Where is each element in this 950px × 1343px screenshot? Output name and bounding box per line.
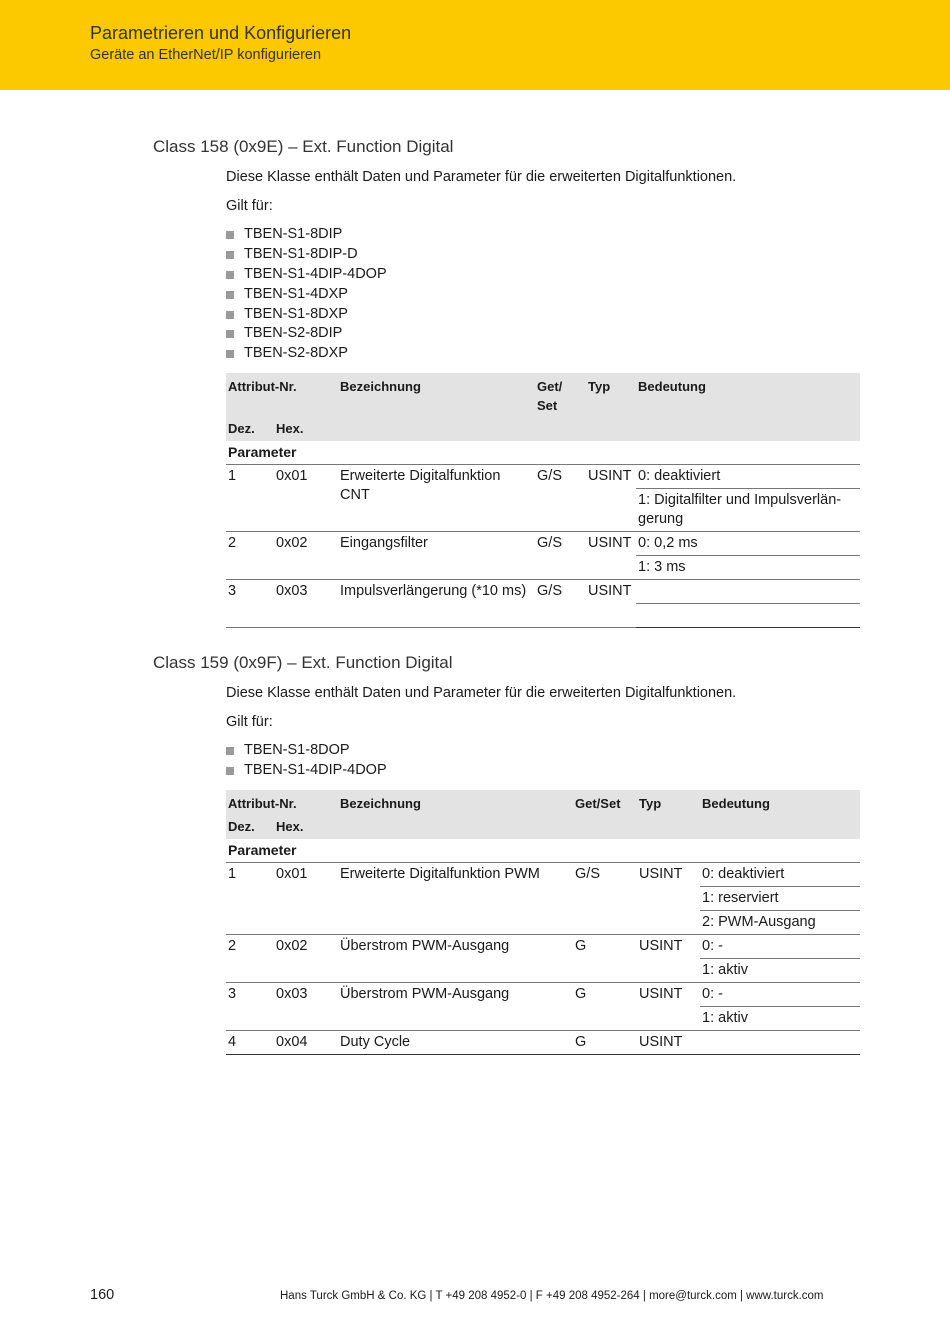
table-row: 1 0x01 Erweiterte Digitalfunktion PWM G/S USINT 0: deaktiviert — [226, 863, 860, 887]
page-number: 160 — [90, 1287, 115, 1303]
table-row: 1 0x01 Erweiterte Digitalfunktion CNT G/S USINT 0: deaktiviert — [226, 465, 860, 489]
col-header-meaning: Bedeutung — [700, 790, 860, 815]
table-row: 4 0x04 Duty Cycle G USINT — [226, 1031, 860, 1055]
col-header-dez: Dez. — [226, 417, 274, 441]
footer-contact: Hans Turck GmbH & Co. KG | T +49 208 4952-0 | F +49 208 4952-264 | more@turck.com | www.turck.com — [280, 1290, 824, 1302]
list-item: TBEN-S1-4DIP-4DOP — [226, 761, 387, 781]
class158-applies-label: Gilt für: — [226, 198, 273, 214]
class159-device-list — [226, 741, 387, 781]
class158-title: Class 158 (0x9E) – Ext. Function Digital — [153, 137, 454, 156]
col-header-type: Typ — [637, 790, 700, 815]
list-item: TBEN-S1-8DIP — [226, 225, 387, 245]
list-item: TBEN-S1-4DIP-4DOP — [226, 265, 387, 285]
col-header-hex: Hex. — [274, 815, 338, 839]
group-label: Parameter — [226, 839, 860, 863]
class158-device-list — [226, 225, 387, 364]
table-row: 1: 3 ms — [226, 556, 860, 580]
table-row: 1: reserviert — [226, 887, 860, 911]
bullet-square-icon — [226, 251, 234, 259]
table-group-row — [226, 839, 860, 863]
col-header-type: Typ — [586, 373, 636, 417]
bullet-square-icon — [226, 291, 234, 299]
col-header-getset: Get/ Set — [535, 373, 586, 417]
col-header-hex: Hex. — [274, 417, 338, 441]
class158-attribute-table — [226, 373, 860, 628]
class159-description: Diese Klasse enthält Daten und Parameter für die erweiterten Digitalfunktionen. — [226, 685, 737, 701]
table-subheader-row — [226, 417, 860, 441]
bullet-square-icon — [226, 350, 234, 358]
class159-applies-label: Gilt für: — [226, 714, 273, 730]
list-item: TBEN-S1-8DOP — [226, 741, 387, 761]
list-item: TBEN-S2-8DIP — [226, 324, 387, 344]
table-row: 3 0x03 Impulsverlängerung (*10 ms) G/S USINT — [226, 580, 860, 604]
class159-attribute-table — [226, 790, 860, 1055]
class159-title: Class 159 (0x9F) – Ext. Function Digital — [153, 653, 453, 672]
col-header-name: Bezeichnung — [338, 790, 573, 815]
class158-description: Diese Klasse enthält Daten und Parameter für die erweiterten Digitalfunktionen. — [226, 169, 737, 185]
bullet-square-icon — [226, 271, 234, 279]
col-header-meaning: Bedeutung — [636, 373, 860, 417]
table-row: 2 0x02 Eingangsfilter G/S USINT 0: 0,2 ms — [226, 532, 860, 556]
page-header — [0, 0, 950, 90]
table-row: 3 0x03 Überstrom PWM-Ausgang G USINT 0: - — [226, 983, 860, 1007]
bullet-square-icon — [226, 330, 234, 338]
col-header-name: Bezeichnung — [338, 373, 535, 417]
bullet-square-icon — [226, 747, 234, 755]
table-row: 1: aktiv — [226, 1007, 860, 1031]
list-item: TBEN-S1-4DXP — [226, 285, 387, 305]
list-item: TBEN-S1-8DXP — [226, 305, 387, 325]
col-header-getset: Get/Set — [573, 790, 637, 815]
table-header-row — [226, 373, 860, 417]
table-subheader-row — [226, 815, 860, 839]
table-header-row — [226, 790, 860, 815]
col-header-attribute: Attribut-Nr. — [226, 373, 338, 417]
list-item: TBEN-S2-8DXP — [226, 344, 387, 364]
col-header-attribute: Attribut-Nr. — [226, 790, 338, 815]
table-group-row — [226, 441, 860, 465]
table-row: 2 0x02 Überstrom PWM-Ausgang G USINT 0: - — [226, 935, 860, 959]
table-row: 1: Digitalfilter und Impulsverlängerung — [226, 489, 860, 532]
bullet-square-icon — [226, 767, 234, 775]
table-row: 2: PWM-Ausgang — [226, 911, 860, 935]
list-item: TBEN-S1-8DIP-D — [226, 245, 387, 265]
col-header-dez: Dez. — [226, 815, 274, 839]
chapter-title: Parametrieren und Konfigurieren — [90, 23, 352, 43]
chapter-subtitle: Geräte an EtherNet/IP konfigurieren — [90, 47, 322, 63]
table-row: 1: aktiv — [226, 959, 860, 983]
bullet-square-icon — [226, 231, 234, 239]
bullet-square-icon — [226, 311, 234, 319]
group-label: Parameter — [226, 441, 860, 465]
